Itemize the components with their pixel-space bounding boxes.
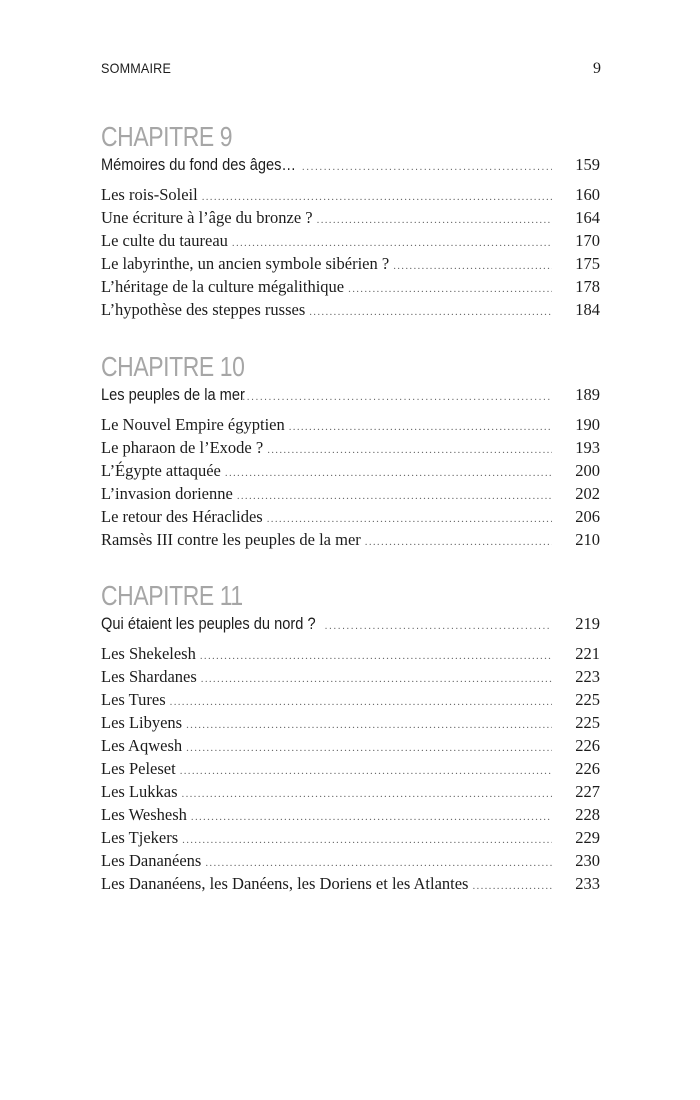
toc-entry[interactable] (101, 252, 600, 275)
entry-title: Les Shardanes (101, 667, 197, 686)
entry-page: 178 (575, 277, 600, 296)
entry-page: 160 (575, 185, 600, 204)
chapter-title: Qui étaient les peuples du nord ? (101, 614, 316, 633)
entry-page: 226 (575, 736, 600, 755)
toc-entry[interactable] (101, 642, 600, 665)
chapter-label: CHAPITRE 11 (101, 580, 243, 611)
entry-title: Les Peleset (101, 759, 176, 778)
dot-leader (472, 875, 552, 898)
entry-title: L’hypothèse des steppes russes (101, 300, 306, 319)
chapter-label: CHAPITRE 9 (101, 121, 233, 152)
toc-entry[interactable] (101, 734, 600, 757)
entry-page: 164 (575, 208, 600, 227)
toc-entry[interactable] (101, 436, 600, 459)
entry-page: 221 (575, 644, 600, 663)
toc-entry[interactable] (101, 872, 600, 895)
chapter-title: Les peuples de la mer (101, 385, 245, 404)
chapter-label: CHAPITRE 10 (101, 351, 245, 382)
entry-title: Ramsès III contre les peuples de la mer (101, 530, 361, 549)
dot-leader (365, 531, 552, 554)
entry-title: Le culte du taureau (101, 231, 228, 250)
entry-title: Le labyrinthe, un ancien symbole sibérien ? (101, 254, 390, 273)
toc-entry[interactable] (101, 275, 600, 298)
entry-title: Les Aqwesh (101, 736, 183, 755)
entry-page: 230 (575, 851, 600, 870)
toc-entry[interactable] (101, 711, 600, 734)
chapter-page: 189 (575, 385, 600, 404)
toc-entry[interactable] (101, 688, 600, 711)
entry-title: Les Dananéens, les Danéens, les Doriens et les Atlantes (101, 874, 469, 893)
entry-page: 206 (575, 507, 600, 526)
chapter-title-row[interactable] (101, 611, 600, 636)
entry-title: Les Lukkas (101, 782, 178, 801)
chapter-title: Mémoires du fond des âges… (101, 155, 297, 174)
toc-entry[interactable] (101, 757, 600, 780)
dot-leader (302, 155, 552, 180)
entry-title: Le Nouvel Empire égyptien (101, 415, 285, 434)
chapter-10 (101, 352, 600, 551)
entry-title: Les Libyens (101, 713, 183, 732)
entry-page: 223 (575, 667, 600, 686)
entry-title: Le retour des Héraclides (101, 507, 263, 526)
toc-entry[interactable] (101, 826, 600, 849)
toc-entry[interactable] (101, 298, 600, 321)
entry-page: 233 (575, 874, 600, 893)
entry-title: Les Tures (101, 690, 166, 709)
entry-title: Les Dananéens (101, 851, 202, 870)
toc-entry[interactable] (101, 505, 600, 528)
toc-entry[interactable] (101, 780, 600, 803)
entry-page: 228 (575, 805, 600, 824)
toc-entry[interactable] (101, 665, 600, 688)
toc-entry[interactable] (101, 849, 600, 872)
header-title: SOMMAIRE (101, 60, 172, 76)
toc-entry[interactable] (101, 413, 600, 436)
toc-entry[interactable] (101, 183, 600, 206)
chapter-9 (101, 122, 600, 321)
toc-entry[interactable] (101, 803, 600, 826)
entry-page: 184 (575, 300, 600, 319)
entry-page: 225 (575, 690, 600, 709)
running-header (101, 60, 601, 80)
entry-page: 210 (575, 530, 600, 549)
entry-title: L’héritage de la culture mégalithique (101, 277, 345, 296)
toc-entry[interactable] (101, 528, 600, 551)
dot-leader (309, 301, 552, 324)
entry-title: Le pharaon de l’Exode ? (101, 438, 264, 457)
entry-page: 193 (575, 438, 600, 457)
entry-page: 175 (575, 254, 600, 273)
entry-title: Les Tjekers (101, 828, 179, 847)
entry-page: 229 (575, 828, 600, 847)
entry-page: 226 (575, 759, 600, 778)
entry-page: 227 (575, 782, 600, 801)
entry-title: Les Weshesh (101, 805, 187, 824)
dot-leader (242, 385, 552, 410)
entry-page: 200 (575, 461, 600, 480)
chapter-page: 159 (575, 155, 600, 174)
chapter-title-row[interactable] (101, 382, 600, 407)
toc-entry[interactable] (101, 206, 600, 229)
entry-page: 202 (575, 484, 600, 503)
header-page-number: 9 (593, 60, 601, 77)
chapter-title-row[interactable] (101, 152, 600, 177)
entry-title: Une écriture à l’âge du bronze ? (101, 208, 313, 227)
toc-entry[interactable] (101, 229, 600, 252)
entry-page: 190 (575, 415, 600, 434)
chapter-page: 219 (575, 614, 600, 633)
entry-title: Les Shekelesh (101, 644, 196, 663)
toc-entry[interactable] (101, 459, 600, 482)
entry-page: 225 (575, 713, 600, 732)
entry-page: 170 (575, 231, 600, 250)
chapter-11 (101, 581, 600, 895)
toc-entry[interactable] (101, 482, 600, 505)
dot-leader (325, 614, 552, 639)
entry-title: L’Égypte attaquée (101, 461, 221, 480)
entry-title: Les rois-Soleil (101, 185, 198, 204)
entry-title: L’invasion dorienne (101, 484, 233, 503)
